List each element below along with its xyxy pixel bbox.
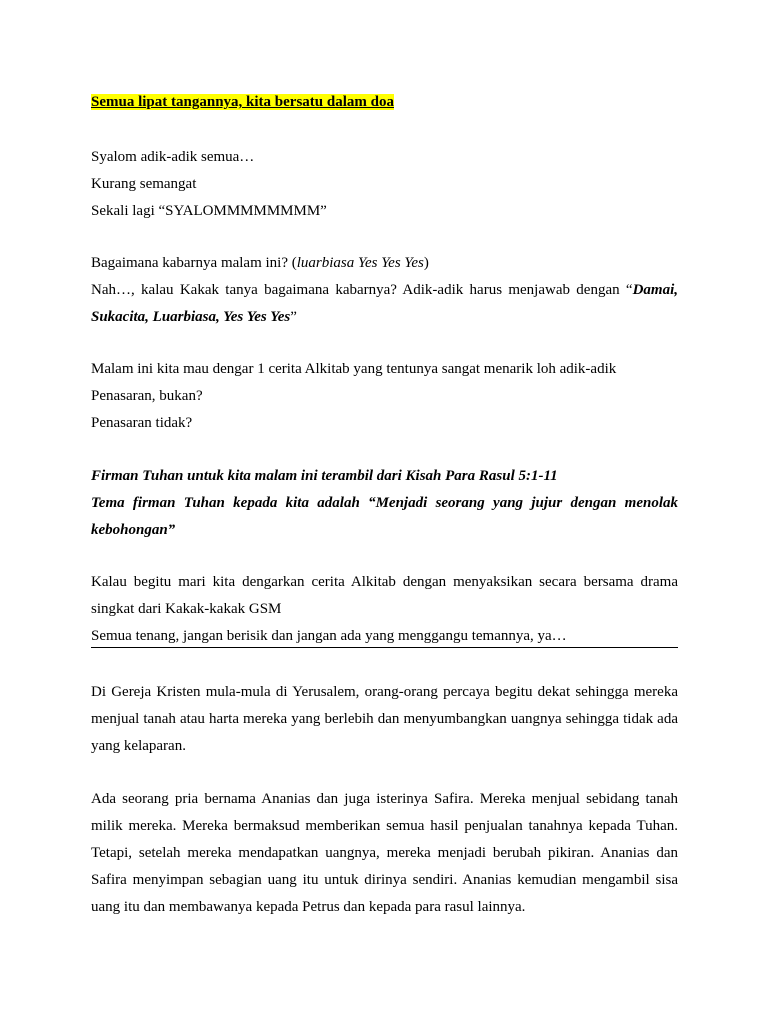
kabar-question-answer: luarbiasa Yes Yes Yes (296, 255, 424, 271)
kabar-question-close: ) (423, 255, 429, 271)
firman-reference: Firman Tuhan untuk kita malam ini terambil dari Kisah Para Rasul 5:1-11 (91, 468, 558, 484)
story-paragraph-2: Ada seorang pria bernama Ananias dan juga isterinya Safira. Mereka menjual sebidang tanah milik mereka. Mereka bermaksud memberikan semua hasil penjualan tanahnya kepada Tuhan. Tetapi, setelah mereka mendapatkan uangnya, mereka menjadi berubah pikiran. Ananias dan Safira menyimpan sebagian uang itu untuk dirinya sendiri. Ananias kemudian mengambil sisa uang itu dan membawanya kepada Petrus dan kepada para rasul lainnya. (91, 791, 678, 915)
story-intro-block (91, 356, 678, 437)
greeting-line: Kurang semangat (91, 176, 197, 192)
drama-block (91, 569, 678, 650)
section-divider (91, 647, 678, 648)
story-intro-line: Malam ini kita mau dengar 1 cerita Alkitab yang tentunya sangat menarik loh adik-adik (91, 361, 617, 377)
quiet-instruction: Semua tenang, jangan berisik dan jangan ada yang menggangu temannya, ya… (91, 628, 567, 644)
firman-block (91, 463, 678, 544)
firman-theme: Tema firman Tuhan kepada kita adalah “Menjadi seorang yang jujur dengan menolak kebohongan” (91, 495, 678, 538)
greeting-line: Sekali lagi “SYALOMMMMMMMM” (91, 203, 327, 219)
kabar-question (91, 250, 678, 277)
heading-block (91, 89, 678, 116)
page-heading: Semua lipat tangannya, kita bersatu dalam doa (91, 94, 394, 110)
kabar-block (91, 250, 678, 331)
kabar-instruction-close: ” (290, 309, 297, 325)
kabar-instruction (91, 277, 678, 331)
kabar-instruction-text: Nah…, kalau Kakak tanya bagaimana kabarnya? Adik-adik harus menjawab dengan “ (91, 282, 633, 298)
greeting-block (91, 144, 678, 225)
kabar-question-text: Bagaimana kabarnya malam ini? ( (91, 255, 297, 271)
kabar-instruction-answer: Damai, Sukacita, Luarbiasa, Yes Yes Yes (91, 282, 678, 325)
story-intro-line: Penasaran, bukan? (91, 388, 203, 404)
story-paragraph-1: Di Gereja Kristen mula-mula di Yerusalem, orang-orang percaya begitu dekat sehingga mereka menjual tanah atau harta mereka yang berlebih dan menyumbangkan uangnya sehingga tidak ada yang kelaparan. (91, 684, 678, 754)
greeting-line: Syalom adik-adik semua… (91, 149, 255, 165)
story-intro-line: Penasaran tidak? (91, 415, 193, 431)
drama-paragraph: Kalau begitu mari kita dengarkan cerita Alkitab dengan menyaksikan secara bersama drama singkat dari Kakak-kakak GSM (91, 574, 678, 617)
